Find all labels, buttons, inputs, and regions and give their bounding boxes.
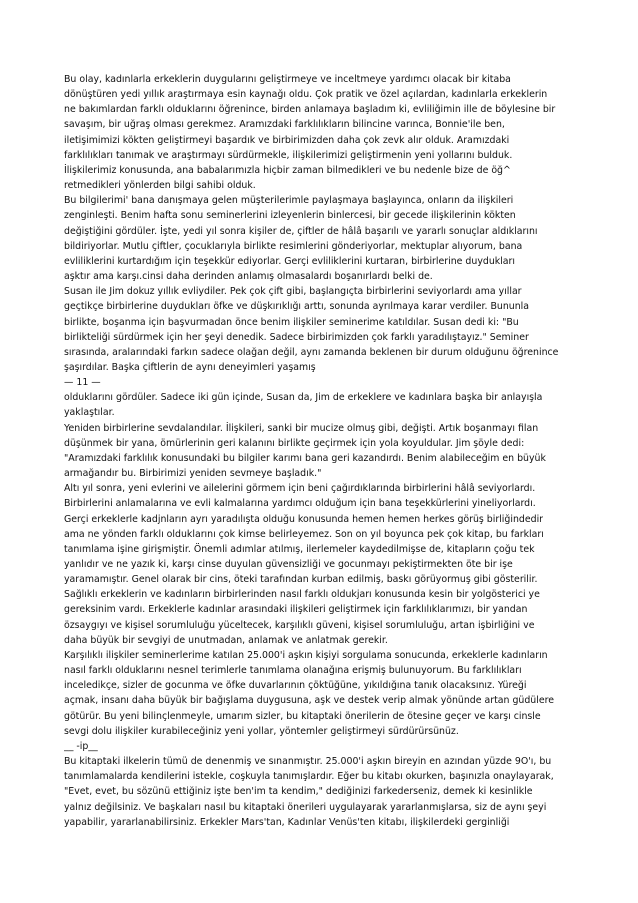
text-line: retmedikleri yönlerden bilgi sahibi olduk.	[64, 180, 256, 192]
text-line: Sağlıklı erkeklerin ve kadınların birbirlerinden nasıl farklı oldukjarı konusunda kesin bir yolgösterici ye	[64, 589, 540, 601]
text-line: götürür. Bu yeni bilinçlenmeyle, umarım sizler, bu kitaptaki önerilerin de ötesine geçer ve karşı cinsle	[64, 710, 541, 722]
text-line: Bu olay, kadınlarla erkeklerin duygularını geliştirmeye ve inceltmeye yardımcı olacak bir kitaba	[64, 74, 511, 85]
text-line: farklılıkları tanımak ve araştırmayı sürdürmekle, ilişkilerimizi geliştirmenin yeni yollarını bulduk.	[64, 149, 513, 161]
text-line: yanlıdır ve ne yazık ki, karşı cinse duyulan güvensizliği ve gocunmayı pekiştirmekten öte bir işe	[64, 559, 513, 570]
text-line: "Evet, evet, bu sözünü ettiğiniz işte ben'im ta kendim," dediğinizi farkederseniz, demek ki kesinlikle	[64, 786, 533, 798]
text-line: Yeniden birbirlerine sevdalandılar. İlişkileri, sanki bir mucize olmuş gibi, değişti. Artık boşanmayı filan	[64, 422, 539, 434]
text-line: İlişkilerimiz konusunda, ana babalarımızla hiçbir zaman bilmedikleri ve bu nedenle bize de öğ^	[64, 164, 511, 176]
text-line: evliliklerini kurtardığım için teşekkür ediyorlar. Gerçi evliliklerini kurtaran, birbirlerine duydukları	[64, 255, 515, 267]
text-line: iletişimimizi kökten geliştirmeyi başardık ve birbirimizden daha çok zevk alır olduk. Aramızdaki	[64, 134, 510, 146]
text-line: aşktır ama karşı.cinsi daha derinden anlamış olmasalardı boşanırlardı belki de.	[64, 271, 433, 283]
text-line: Gerçi erkeklerle kadjnların ayrı yaradılışta olduğu konusunda hemen hemen herkes görüş birliğindedir	[64, 513, 544, 525]
text-line: şaşırdılar. Başka çiftlerin de aynı deneyimleri yaşamış	[64, 361, 316, 373]
text-line: dönüştüren yedi yıllık araştırmaya esin kaynağı oldu. Çok pratik ve özel açılardan, kadınlarla erkeklerin	[64, 89, 548, 101]
text-line: birlikteliği sürdürmek için her şeyi denedik. Sadece birbirimizden çok farklı yaradılıştayız." Seminer	[64, 331, 529, 343]
text-line: özsaygıyı ve kişisel sorumluluğu yüceltecek, karşılıklı güveni, kişisel sorumluluğu, artan işbirliğini ve	[64, 619, 535, 631]
text-line: tanımlama işine girişmiştir. Önemli adımlar atılmış, ilerlemeler kaydedilmişse de, kitapların çoğu tek	[64, 543, 535, 555]
text-line: yaramamıştır. Genel olarak bir cins, öteki tarafından kurban edilmiş, baskı görüyormuş gibi gösterilir.	[64, 574, 538, 586]
text-line: armağandır bu. Birbirimizi yeniden sevmeye başladık."	[64, 468, 322, 480]
text-line: savaşım, bir uğraş olması gerekmez. Aramızdaki farklılıkların bilincine varınca, Bonnie'ile ben,	[64, 119, 505, 131]
text-line: birlikte, boşanma için başvurmadan önce benim ilişkiler seminerime katıldılar. Susan dedi ki: "Bu	[64, 316, 519, 328]
text-line: inceledikçe, sizler de gocunma ve öfke duvarlarının çöktüğüne, yıkıldığına tanık olacaksınız. Yüreği	[64, 680, 527, 692]
text-line: bildiriyorlar. Mutlu çiftler, çocuklarıyla birlikte resimlerini gönderiyorlar, mektuplar alıyorum, bana	[64, 240, 523, 252]
text-line: yalnız değilsiniz. Ve başkaları nasıl bu kitaptaki önerileri uygulayarak yararlanmışlarsa, siz de aynı şeyi	[64, 801, 547, 813]
text-line: değiştiğini gördüler. İşte, yedi yıl sonra kişiler de, çiftler de hâlâ başarılı ve yararlı sonuçlar aldıklarını	[64, 225, 538, 237]
text-line: Bu bilgilerimi' bana danışmaya gelen müşterilerimle paylaşmaya başlayınca, onların da ilişkileri	[64, 195, 514, 207]
text-line: "Aramızdaki farklılık konusundaki bu bilgiler karımı bana geri kazandırdı. Benim alabileceğim en büyük	[64, 452, 546, 464]
text-line: daha büyük bir sevgiyi de unutmadan, anlamak ve anlatmak gerekir.	[64, 634, 388, 646]
text-line: — 11 —	[64, 377, 101, 389]
text-line: __ -ip__	[64, 740, 98, 752]
text-line: sevgi dolu ilişkiler kurabileceğiniz yeni yollar, yöntemler geliştirmeyi sürdürürsünüz.	[64, 725, 459, 737]
text-line: zenginleşti. Benim hafta sonu seminerlerini izleyenlerin binlercesi, bir gecede ilişkilerinin kökten	[64, 210, 516, 222]
text-line: gereksinim vardı. Erkeklerle kadınlar arasındaki ilişkileri geliştirmek için farklılıklarımızı, bir yandan	[64, 604, 528, 616]
text-line: ama ne yönden farklı olduklarını çok kimse belirleyemez. Son on yıl boyunca pek çok kitap, bu farkları	[64, 528, 544, 540]
text-line: Altı yıl sonra, yeni evlerini ve ailelerini görmem için beni çağırdıklarında birbirlerini hâlâ seviyorlardı.	[64, 483, 536, 495]
text-line: nasıl farklı olduklarını nesnel terimlerle tanımlama olanağına erişmiş bulunuyorum. Bu farklılıkları	[64, 665, 522, 677]
text-line: yapabilir, yararlanabilirsiniz. Erkekler Mars'tan, Kadınlar Venüs'ten kitabı, ilişkilerdeki gerginliği	[64, 816, 510, 828]
text-line: düşünmek bir yana, ömürlerinin geri kalanını birlikte geçirmek için yola koyuldular. Jim şöyle dedi:	[64, 437, 525, 449]
text-line: ne bakımlardan farklı olduklarını öğrenince, birden anlamaya başladım ki, evliliğimin ille de böylesine bir	[64, 104, 556, 116]
text-line: tanımlamalarda kendilerini istekle, coşkuyla tanımışlardır. Eğer bu kitabı okurken, başınızla onaylayarak,	[64, 771, 554, 783]
text-line: olduklarını gördüler. Sadece iki gün içinde, Susan da, Jim de erkeklere ve kadınlara başka bir anlayışla	[64, 392, 543, 404]
text-line: geçtikçe birbirlerine duydukları öfke ve düşkırıklığı arttı, sonunda ayrılmaya karar verdiler. Bununla	[64, 301, 530, 313]
body-text	[64, 72, 584, 830]
text-line: Susan ile Jim dokuz yıllık evliydiler. Pek çok çift gibi, başlangıçta birbirlerini seviyorlardı ama yıllar	[64, 286, 522, 298]
text-line: sırasında, aralarındaki farkın sadece olağan değil, aynı zamanda beklenen bir durum olduğunu öğrenince	[64, 346, 559, 358]
text-line: Birbirlerini anlamalarına ve evli kalmalarına yardımcı olduğum için bana teşekkürlerini yineliyorlardı.	[64, 498, 536, 510]
text-line: yaklaştılar.	[64, 407, 115, 419]
text-line: açmak, insanı daha büyük bir bağışlama duygusuna, aşk ve destek verip almak yönünde artan güdülere	[64, 695, 555, 707]
text-line: Karşılıklı ilişkiler seminerlerime katılan 25.000'i aşkın kişiyi sorgulama sonucunda, erkeklerle kadınların	[64, 649, 548, 661]
text-line: Bu kitaptaki ilkelerin tümü de denenmiş ve sınanmıştır. 25.000'i aşkın bireyin en azından yüzde 9O'ı, bu	[64, 756, 552, 768]
